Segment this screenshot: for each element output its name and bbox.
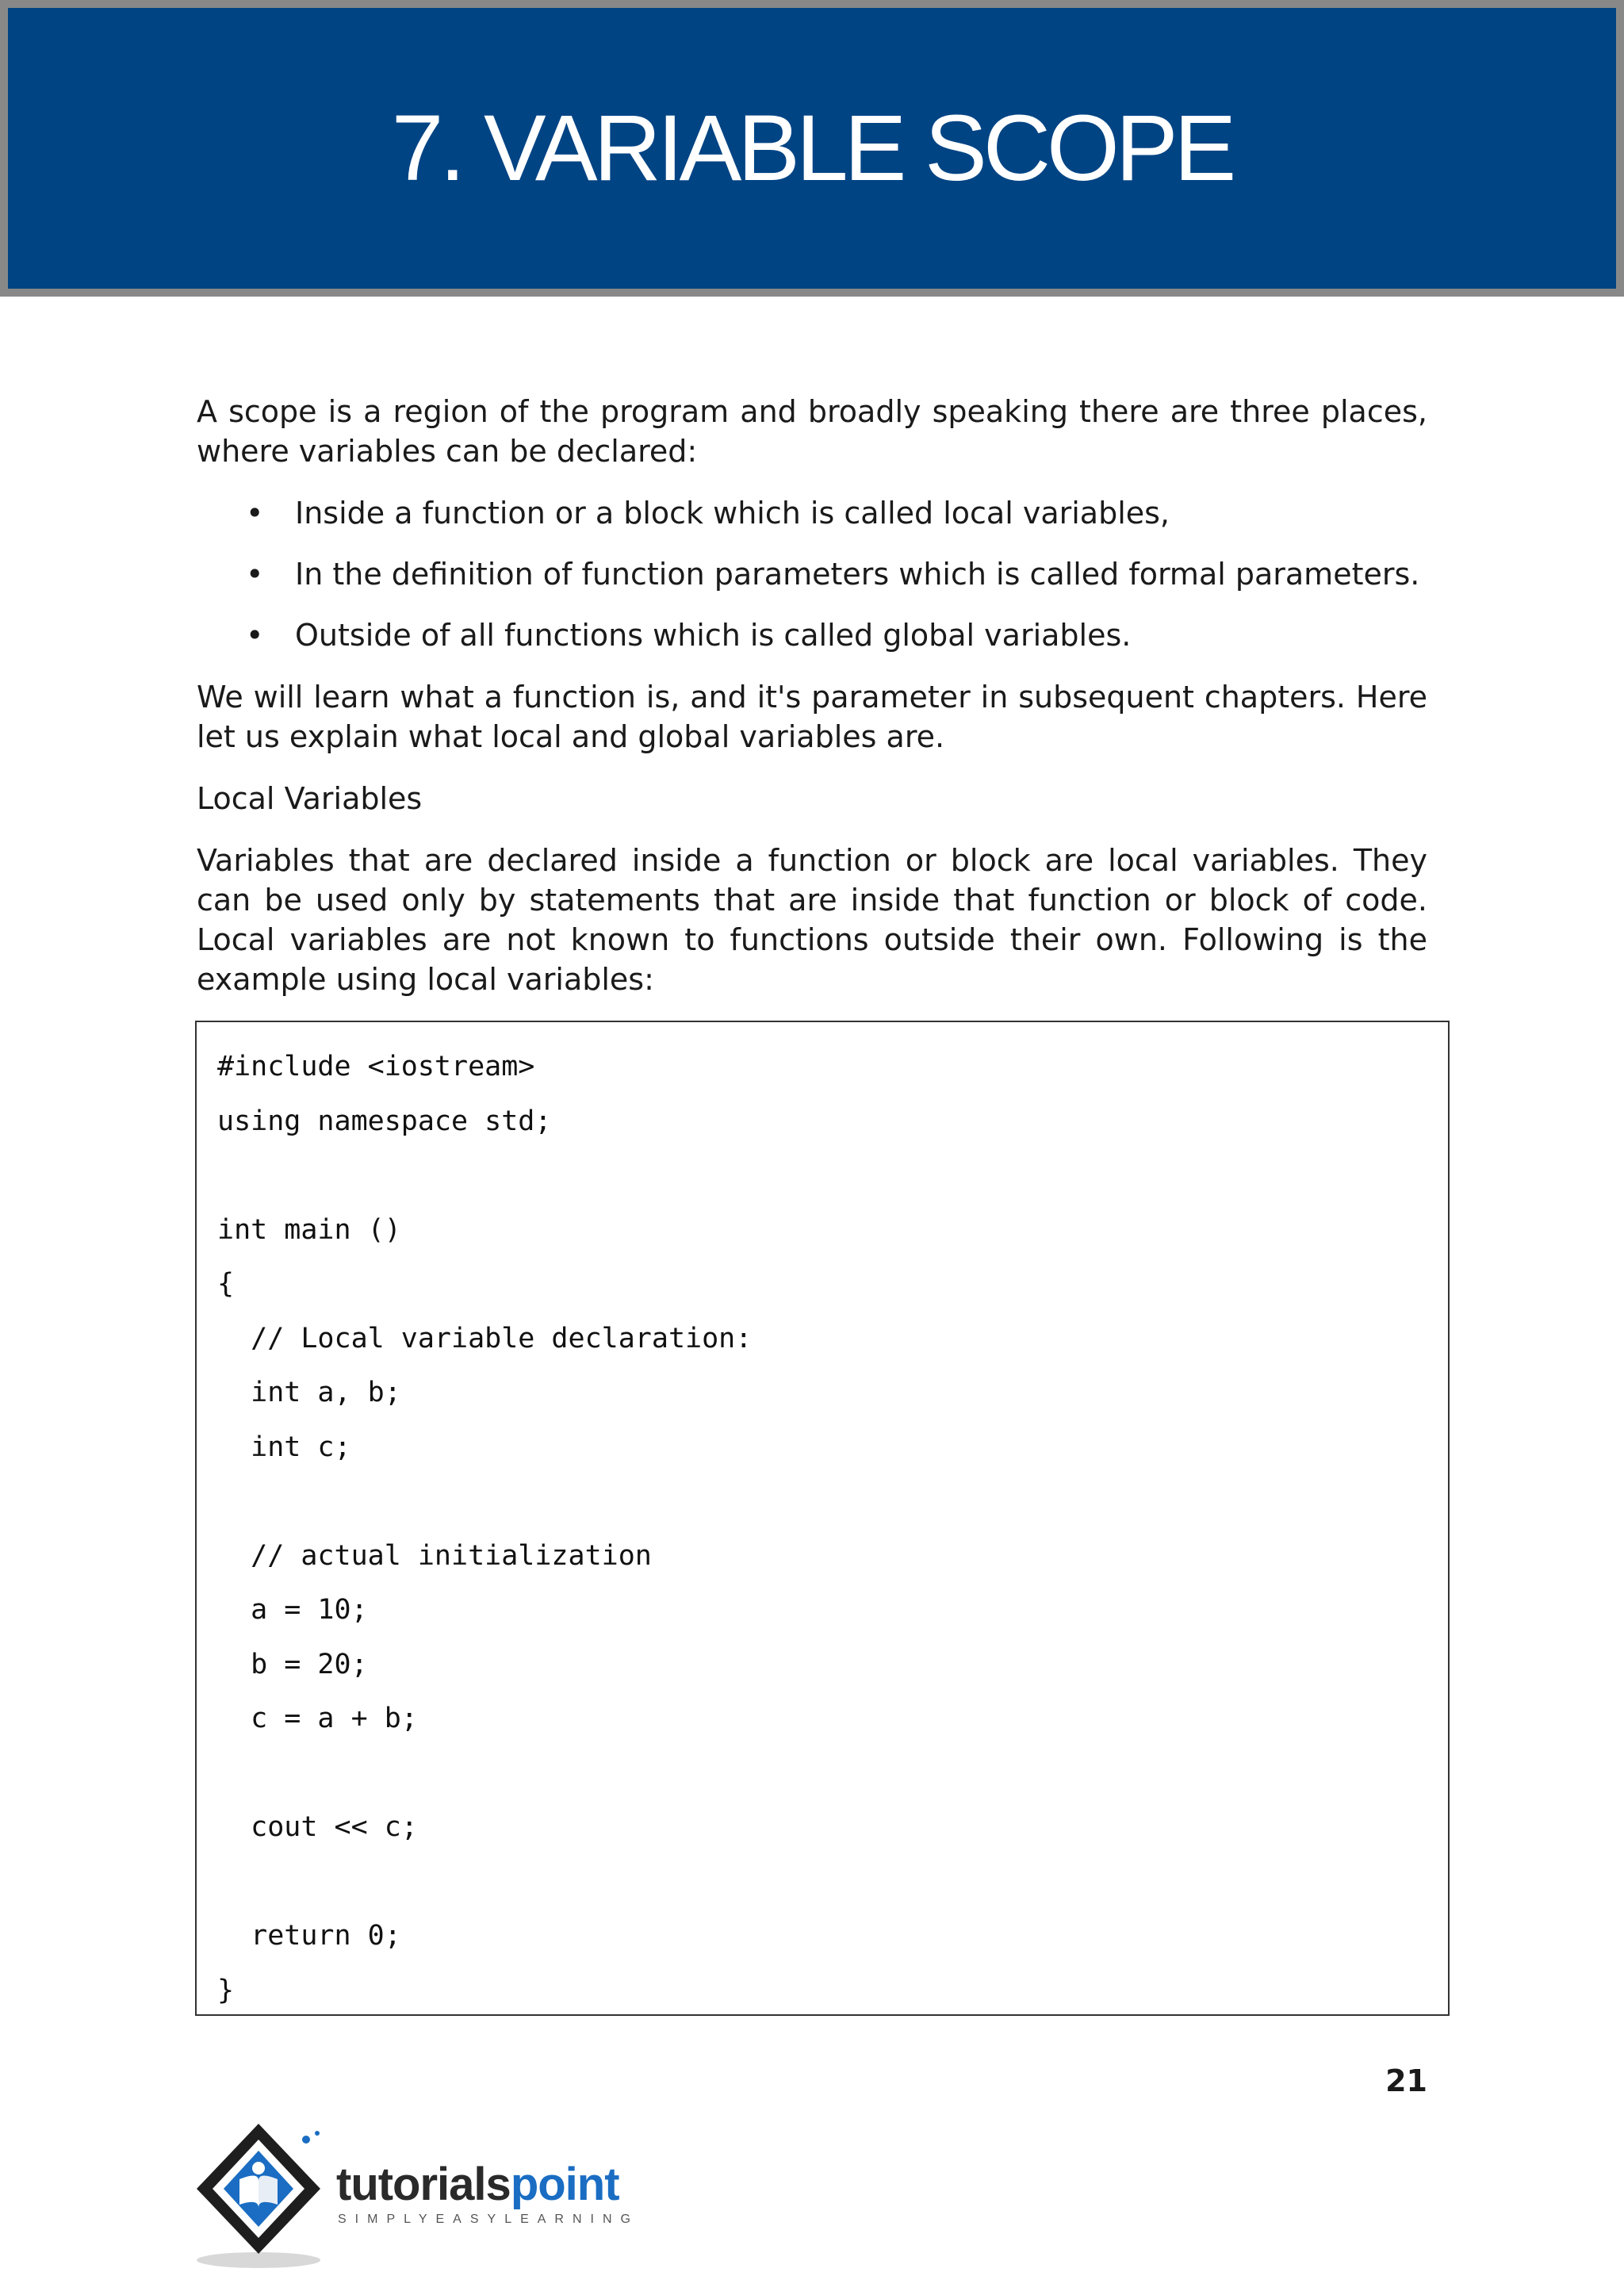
list-item: • In the definition of function parameters which is called formal parameters. [197, 554, 1427, 594]
code-line: // Local variable declaration: [217, 1322, 753, 1354]
page-number: 21 [1385, 2063, 1427, 2098]
code-line: c = a + b; [217, 1703, 418, 1734]
section-heading: Local Variables [197, 781, 423, 816]
intro-paragraph: A scope is a region of the program and broadly speaking there are three places, where variables can be declared: [197, 394, 1427, 469]
code-line: // actual initialization [217, 1539, 652, 1572]
list-item: • Inside a function or a block which is called local variables, [197, 493, 1427, 533]
code-line [217, 1746, 752, 1801]
code-line: return 0; [217, 1920, 401, 1952]
chapter-header [0, 0, 1624, 297]
code-line: cout << c; [217, 1811, 418, 1843]
local-variables-paragraph: Variables that are declared inside a function or block are local variables. They can be used only by statements that are inside that function or block of code. Local variables are not known to functions outside their own. Following is the example using local variables: [197, 843, 1427, 997]
logo-wordmark [336, 2159, 619, 2210]
code-line: using namespace std; [217, 1105, 552, 1137]
code-line: int c; [217, 1431, 351, 1463]
tutorialspoint-logo [193, 2116, 685, 2274]
code-line: a = 10; [217, 1594, 368, 1626]
logo-wordmark-part2: point [510, 2159, 619, 2210]
list-item: • Outside of all functions which is called global variables. [197, 615, 1427, 655]
chapter-title: 7. VARIABLE SCOPE [391, 96, 1233, 201]
code-line: #include <iostream> [217, 1051, 535, 1082]
code-line: int main () [217, 1213, 401, 1246]
chapter-header-band [8, 8, 1616, 289]
explain-paragraph: We will learn what a function is, and it's parameter in subsequent chapters. Here let us explain what local and global variables are. [197, 680, 1427, 754]
logo-emblem-icon [193, 2116, 344, 2274]
code-line: } [217, 1974, 235, 2006]
code-line: { [217, 1268, 235, 1300]
body-content [197, 392, 1427, 1021]
logo-wordmark-part1: tutorials [336, 2159, 511, 2210]
code-line [217, 1855, 752, 1910]
code-line [217, 1148, 752, 1203]
code-block [217, 1040, 752, 2017]
code-line: int a, b; [217, 1377, 401, 1408]
code-example-box [195, 1021, 1450, 2016]
scope-list [197, 493, 1427, 655]
code-line: b = 20; [217, 1648, 368, 1680]
logo-tagline: SIMPLYEASYLEARNING [338, 2213, 639, 2226]
code-line [217, 1474, 752, 1529]
